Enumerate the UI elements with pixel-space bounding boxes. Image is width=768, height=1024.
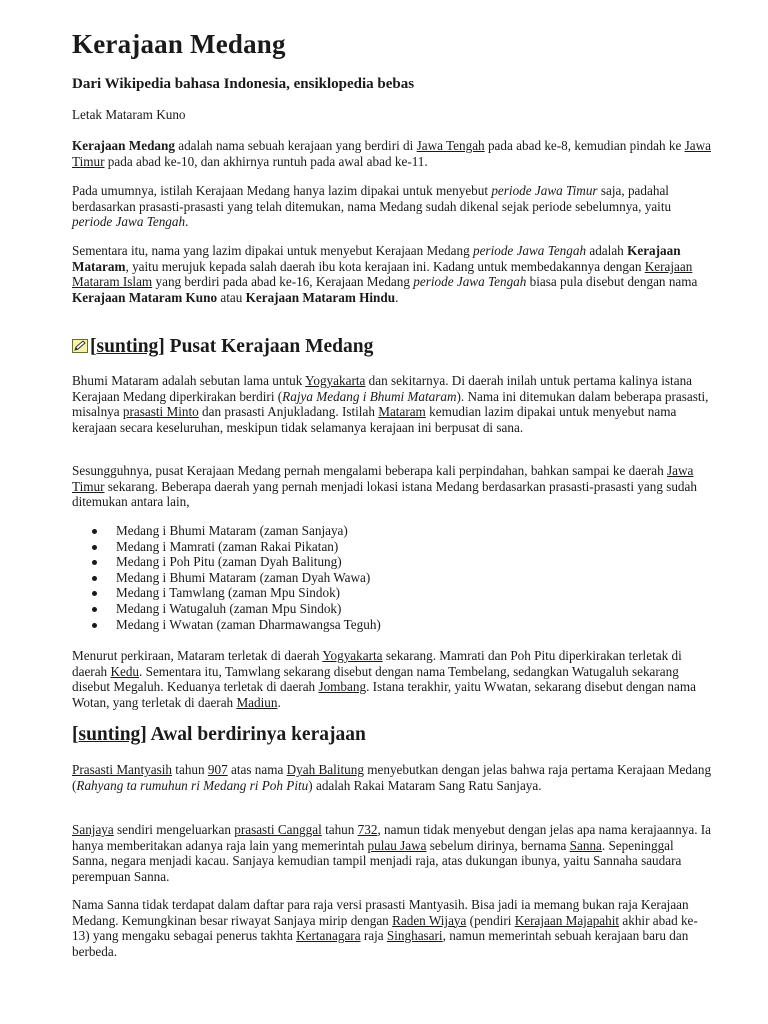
link-907[interactable]: 907 <box>207 762 228 777</box>
text: . Sementara itu, Tamwlang sekarang disebut dengan nama Tembelang, sedangkan Watugaluh sekarang disebut Megaluh. Keduanya terletak di daerah <box>72 663 679 695</box>
text: . Istana terakhir, yaitu Wwatan, sekarang disebut dengan nama Wotan, yang terletak di daerah <box>72 679 696 710</box>
text: raja <box>360 928 387 944</box>
link-dyah-balitung[interactable]: Dyah Balitung <box>286 762 364 777</box>
edit-link[interactable]: sunting <box>78 724 141 745</box>
link-prasasti-minto[interactable]: prasasti Minto <box>122 404 199 420</box>
link-sanjaya[interactable]: Sanjaya <box>72 822 114 837</box>
list-item <box>72 617 712 633</box>
list-item-text: Medang i Wwatan (zaman Dharmawangsa Teguh) <box>116 616 381 632</box>
link-kertanagara[interactable]: Kertanagara <box>296 928 361 944</box>
text: Sesungguhnya, pusat Kerajaan Medang pernah mengalami beberapa kali perpindahan, bahkan sampai ke daerah <box>72 463 668 478</box>
link-kerajaan-majapahit[interactable]: Kerajaan Majapahit <box>514 912 620 928</box>
link-kedu[interactable]: Kedu <box>110 663 140 679</box>
bold-text: Kerajaan Medang <box>72 138 175 153</box>
list-item <box>72 585 712 601</box>
text: sekarang. Mamrati dan Poh Pitu diperkirakan terletak di daerah <box>72 648 682 679</box>
text: sebelum dirinya, bernama <box>426 837 570 853</box>
text: adalah nama sebuah kerajaan yang berdiri di <box>174 138 417 153</box>
text: saja, padahal berdasarkan prasasti-prasasti yang telah ditemukan, nama Medang sudah dikenal sejak periode sebelumnya, yaitu <box>72 183 672 214</box>
bold-text: Kerajaan Mataram Hindu <box>245 289 396 305</box>
text: tahun <box>321 822 358 837</box>
intro-paragraph-2 <box>72 183 712 230</box>
italic-text: periode Jawa Tengah <box>472 243 587 258</box>
link-yogyakarta[interactable]: Yogyakarta <box>322 648 383 663</box>
text: . <box>395 289 399 305</box>
link-sanna[interactable]: Sanna <box>569 837 602 853</box>
awal-paragraph-2 <box>72 822 712 884</box>
page-title: Kerajaan Medang <box>72 29 286 59</box>
section-title: Pusat Kerajaan Medang <box>169 336 374 357</box>
intro-paragraph-1 <box>72 138 712 169</box>
list-item-text: Medang i Bhumi Mataram (zaman Sanjaya) <box>116 523 348 538</box>
pencil-icon <box>72 339 88 353</box>
section-heading-pusat: [sunting] Pusat Kerajaan Medang <box>72 335 373 359</box>
link-jawa-timur[interactable]: Jawa Timur <box>72 138 711 169</box>
text: Bhumi Mataram adalah sebutan lama untuk <box>72 373 306 388</box>
list-item <box>72 539 712 555</box>
pusat-paragraph-1 <box>72 373 712 435</box>
text: yang berdiri pada abad ke-16, Kerajaan Medang <box>152 274 414 290</box>
link-prasasti-canggal[interactable]: prasasti Canggal <box>234 822 322 837</box>
text: ). Nama ini ditemukan dalam beberapa prasasti, misalnya <box>72 388 709 420</box>
italic-text: Rajya Medang i Bhumi Mataram <box>282 388 457 404</box>
text: dan sekitarnya. Di daerah inilah untuk pertama kalinya istana Kerajaan Medang diperkirakan berdiri ( <box>72 373 693 404</box>
bullet <box>92 529 97 534</box>
bullet <box>92 545 97 550</box>
text: Pada umumnya, istilah Kerajaan Medang hanya lazim dipakai untuk menyebut <box>72 183 492 198</box>
text: . <box>277 694 281 710</box>
pusat-paragraph-3 <box>72 648 712 710</box>
palace-location-list <box>72 523 712 632</box>
page-subtitle: Dari Wikipedia bahasa Indonesia, ensiklopedia bebas <box>72 76 415 92</box>
bullet <box>92 591 97 596</box>
text: Sementara itu, nama yang lazim dipakai untuk menyebut Kerajaan Medang <box>72 243 473 258</box>
text: biasa pula disebut dengan nama <box>526 274 698 290</box>
link-732[interactable]: 732 <box>357 822 378 837</box>
text: kemudian lazim dipakai untuk menyebut nama kerajaan secara keseluruhan, meskipun tidak selamanya kerajaan ini berpusat di sana. <box>72 404 677 435</box>
italic-text: Rahyang ta rumuhun ri Medang ri Poh Pitu <box>76 777 309 793</box>
list-item-text: Medang i Bhumi Mataram (zaman Dyah Wawa) <box>116 569 371 585</box>
text: sendiri mengeluarkan <box>113 822 235 837</box>
italic-text: periode Jawa Tengah <box>413 274 527 290</box>
text: tahun <box>172 762 208 777</box>
text: , namun tidak menyebut dengan jelas apa nama kerajaannya. Ia hanya memberitakan adanya raja lain yang memerintah <box>72 822 712 853</box>
link-madiun[interactable]: Madiun <box>236 694 278 710</box>
bold-text: Kerajaan Mataram <box>72 243 681 274</box>
text: , yaitu merujuk kepada salah daerah ibu kota kerajaan ini. Kadang untuk membedakannya dengan <box>125 258 645 274</box>
list-item <box>72 601 712 617</box>
link-raden-wijaya[interactable]: Raden Wijaya <box>392 912 467 928</box>
map-caption: Letak Mataram Kuno <box>72 107 186 122</box>
italic-text: periode Jawa Timur <box>491 183 598 198</box>
bullet <box>92 623 97 628</box>
bullet <box>92 576 97 581</box>
text: (pendiri <box>466 912 515 928</box>
list-item <box>72 523 712 539</box>
bold-text: Kerajaan Mataram Kuno <box>72 289 218 305</box>
link-yogyakarta[interactable]: Yogyakarta <box>305 373 366 388</box>
text: atas nama <box>227 762 287 777</box>
section-heading-awal: [sunting] Awal berdirinya kerajaan <box>72 724 366 745</box>
text: pada abad ke-8, kemudian pindah ke <box>484 138 685 153</box>
bullet <box>92 560 97 565</box>
text: akhir abad ke-13) yang mengaku sebagai penerus takhta <box>72 912 698 944</box>
text: , namun memerintah sebuah kerajaan baru dan berbeda. <box>72 928 689 959</box>
intro-paragraph-3 <box>72 243 712 305</box>
italic-text: periode Jawa Tengah <box>72 214 186 230</box>
text: Nama Sanna tidak terdapat dalam daftar para raja versi prasasti Mantyasih. Bisa jadi ia memang bukan raja Kerajaan Medang. Kemungkinan besar riwayat Sanjaya mirip dengan <box>72 897 689 928</box>
text: . Sepeninggal Sanna, negara menjadi kacau. Sanjaya kemudian tampil menjadi raja, atas dukungan ibunya, yaitu Sannaha saudara perempuan Sanna. <box>72 837 682 884</box>
text: atau <box>217 289 246 305</box>
list-item <box>72 554 712 570</box>
link-jawa-tengah[interactable]: Jawa Tengah <box>416 138 485 153</box>
text: sekarang. Beberapa daerah yang pernah menjadi lokasi istana Medang berdasarkan prasasti-prasasti yang sudah ditemukan antara lain, <box>72 478 697 510</box>
list-item-text: Medang i Tamwlang (zaman Mpu Sindok) <box>116 585 341 601</box>
text: Menurut perkiraan, Mataram terletak di daerah <box>72 648 323 663</box>
list-item <box>72 570 712 586</box>
section-title: Awal berdirinya kerajaan <box>150 724 366 745</box>
pusat-paragraph-2 <box>72 463 712 510</box>
text: pada abad ke-10, dan akhirnya runtuh pada awal abad ke-11. <box>104 153 428 169</box>
link-pulau-jawa[interactable]: pulau Jawa <box>367 837 427 853</box>
text: adalah <box>586 243 628 258</box>
link-jawa-timur[interactable]: Jawa Timur <box>72 463 694 494</box>
awal-paragraph-1 <box>72 762 712 793</box>
link-jombang[interactable]: Jombang <box>318 679 367 695</box>
awal-paragraph-3 <box>72 897 712 959</box>
list-item-text: Medang i Mamrati (zaman Rakai Pikatan) <box>116 538 339 554</box>
list-item-text: Medang i Poh Pitu (zaman Dyah Balitung) <box>116 554 342 570</box>
link-kerajaan-mataram-islam[interactable]: Kerajaan Mataram Islam <box>72 258 693 290</box>
link-singhasari[interactable]: Singhasari <box>386 928 443 944</box>
list-item-text: Medang i Watugaluh (zaman Mpu Sindok) <box>116 600 342 616</box>
text: ) adalah Rakai Mataram Sang Ratu Sanjaya. <box>308 777 542 793</box>
link-mataram[interactable]: Mataram <box>378 404 426 420</box>
text: menyebutkan dengan jelas bahwa raja pertama Kerajaan Medang ( <box>72 762 712 793</box>
link-prasasti-mantyasih[interactable]: Prasasti Mantyasih <box>72 762 172 777</box>
edit-link[interactable]: sunting <box>96 336 159 357</box>
text: dan prasasti Anjukladang. Istilah <box>198 404 379 420</box>
text: . <box>185 214 189 230</box>
bullet <box>92 607 97 612</box>
